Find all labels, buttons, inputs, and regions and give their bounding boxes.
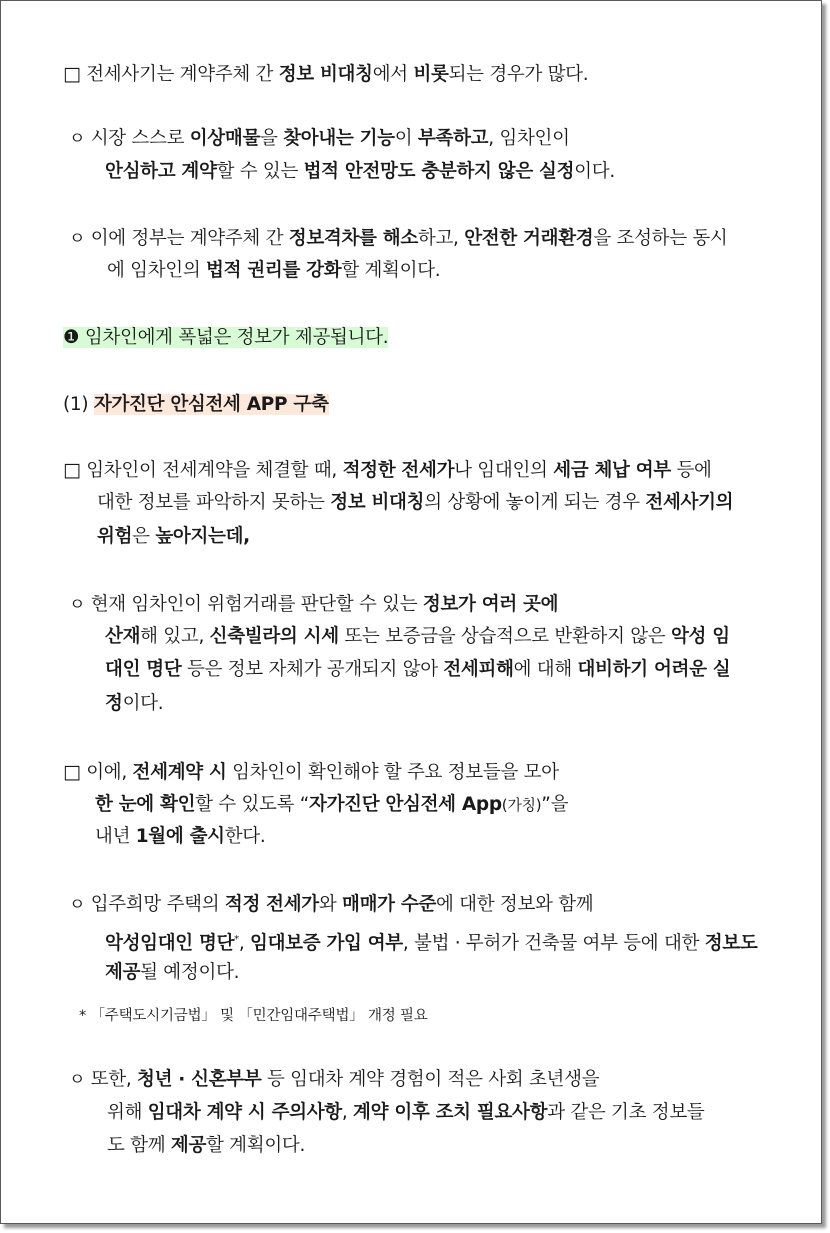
paragraph-app-line3: 내년 1월에 출시한다. [95, 826, 266, 847]
footnote-mark: * [234, 934, 239, 945]
paragraph-asymmetry-line2: 대한 정보를 파악하지 못하는 정보 비대칭의 상황에 놓이게 되는 경우 전세사기의 [97, 492, 734, 513]
paragraph-current-line2: 산재해 있고, 신축빌라의 시세 또는 보증금을 상습적으로 반환하지 않은 악성 임 [105, 626, 730, 647]
paragraph-current-line1: ㅇ 현재 임차인이 위험거래를 판단할 수 있는 정보가 여러 곳에 [69, 594, 559, 615]
paragraph-government-line2: 에 임차인의 법적 권리를 강화할 계획이다. [107, 260, 441, 281]
paragraph-youth-line1: ㅇ 또한, 청년 · 신혼부부 등 임대차 계약 경험이 적은 사회 초년생을 [69, 1069, 600, 1090]
paragraph-youth-line3: 도 함께 제공할 계획이다. [107, 1135, 306, 1156]
circle-bullet: ㅇ [69, 595, 86, 615]
square-bullet: □ [63, 459, 81, 481]
paragraph-app-line2: 한 눈에 확인할 수 있도록 “자가진단 안심전세 App(가칭)”을 [95, 794, 569, 815]
footnote: * 「주택도시기금법」 및 「민간임대주택법」 개정 필요 [79, 1008, 428, 1024]
paragraph-asymmetry-line1: □ 임차인이 전세계약을 체결할 때, 적정한 전세가나 임대인의 세금 체납 여부 등에 [63, 459, 712, 481]
square-bullet: □ [63, 761, 81, 783]
circle-bullet: ㅇ [69, 895, 86, 915]
circle-bullet: ㅇ [69, 1070, 86, 1090]
square-bullet: □ [63, 63, 81, 85]
paragraph-app-line1: □ 이에, 전세계약 시 임차인이 확인해야 할 주요 정보들을 모아 [63, 761, 559, 783]
paragraph-current-line3: 대인 명단 등은 정보 자체가 공개되지 않아 전세피해에 대해 대비하기 어려운 실 [105, 659, 731, 680]
paragraph-market-line2: 안심하고 계약할 수 있는 법적 안전망도 충분하지 않은 실정이다. [105, 161, 615, 182]
paragraph-youth-line2: 위해 임대차 계약 시 주의사항, 계약 이후 조치 필요사항과 같은 기초 정보들 [107, 1102, 705, 1123]
paragraph-government-line1: ㅇ 이에 정부는 계약주체 간 정보격차를 해소하고, 안전한 거래환경을 조성하는 동시 [69, 228, 728, 249]
circle-bullet: ㅇ [69, 229, 86, 249]
paragraph-app-info-line1: ㅇ 입주희망 주택의 적정 전세가와 매매가 수준에 대한 정보와 함께 [69, 894, 594, 915]
circle-bullet: ㅇ [69, 129, 86, 149]
subsection-heading-1: (1) 자가진단 안심전세 APP 구축 [63, 394, 329, 415]
numbered-circle-icon: ❶ [63, 327, 80, 348]
paragraph-asymmetry-line3: 위험은 높아지는데, [97, 526, 250, 547]
paragraph-market-line1: ㅇ 시장 스스로 이상매물을 찾아내는 기능이 부족하고, 임차인이 [69, 128, 570, 149]
paragraph-current-line4: 정이다. [105, 693, 164, 714]
paragraph-app-info-line2: 악성임대인 명단*, 임대보증 가입 여부, 불법 · 무허가 건축물 여부 등에 대한 정보도 [105, 933, 758, 955]
section-heading-1: ❶ 임차인에게 폭넓은 정보가 제공됩니다. [63, 327, 389, 348]
paragraph-intro: □ 전세사기는 계약주체 간 정보 비대칭에서 비롯되는 경우가 많다. [63, 63, 589, 85]
paragraph-app-info-line3: 제공될 예정이다. [105, 962, 240, 983]
